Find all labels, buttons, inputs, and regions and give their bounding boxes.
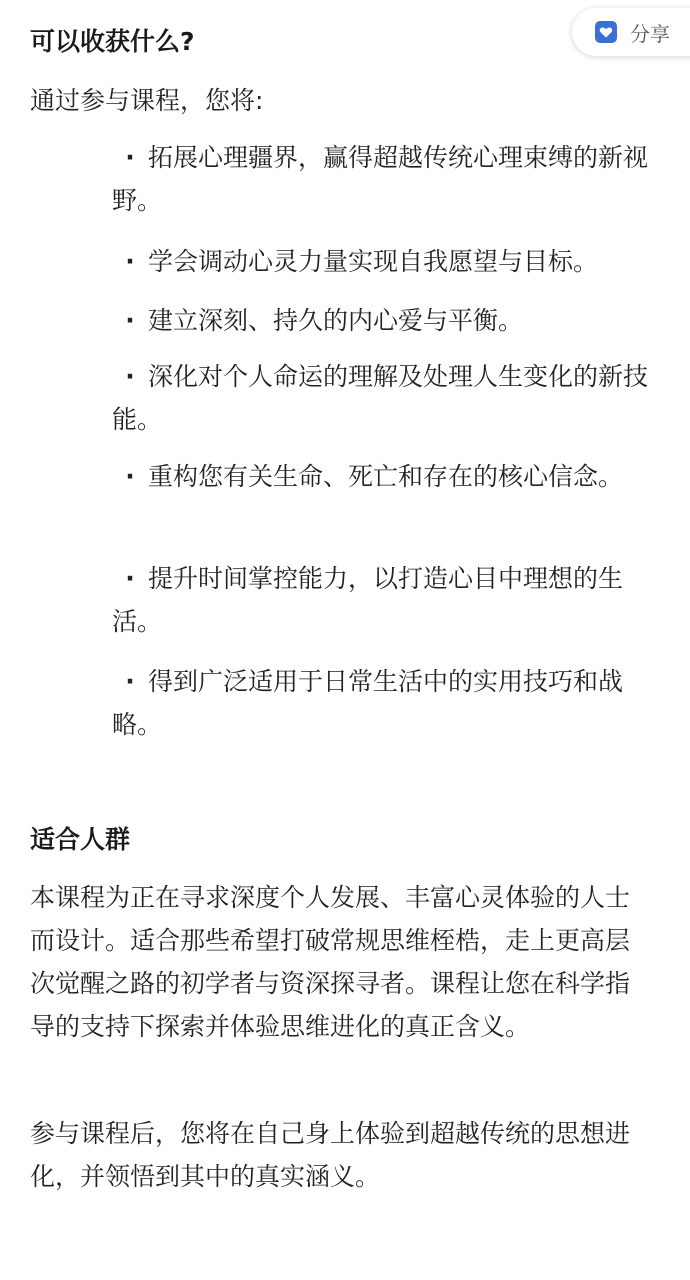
section-title-gains: 可以收获什么?: [30, 27, 195, 56]
bullet-dot: ·: [125, 247, 135, 276]
list-item-text: 提升时间掌控能力，以打造心目中理想的生活。: [112, 564, 624, 636]
list-item: [112, 557, 657, 643]
section-title-audience: 适合人群: [30, 825, 131, 854]
list-item-text: 拓展心理疆界，赢得超越传统心理束缚的新视野。: [112, 143, 649, 215]
list-item: [112, 136, 657, 222]
list-item: [112, 240, 657, 283]
share-heart-icon: [594, 20, 618, 44]
gains-intro: 通过参与课程，您将:: [30, 86, 264, 115]
bullet-dot: ·: [125, 306, 135, 335]
list-item: [112, 355, 657, 441]
list-item-text: 学会调动心灵力量实现自我愿望与目标。: [148, 247, 599, 276]
list-item: [112, 455, 657, 498]
audience-paragraph: 参与课程后，您将在自己身上体验到超越传统的思想进化，并领悟到其中的真实涵义。: [30, 1119, 631, 1191]
audience-paragraph: 本课程为正在寻求深度个人发展、丰富心灵体验的人士而设计。适合那些希望打破常规思维桎梏，走上更高层次觉醒之路的初学者与资深探寻者。课程让您在科学指导的支持下探索并体验思维进化的真正含义。: [30, 883, 631, 1041]
list-item-text: 深化对个人命运的理解及处理人生变化的新技能。: [112, 362, 649, 434]
list-item: [112, 299, 657, 342]
list-item-text: 重构您有关生命、死亡和存在的核心信念。: [148, 462, 624, 491]
list-item: [112, 660, 657, 746]
list-item-text: 得到广泛适用于日常生活中的实用技巧和战略。: [112, 667, 624, 739]
share-button[interactable]: [572, 8, 690, 56]
share-label: 分享: [630, 21, 670, 46]
bullet-dot: ·: [125, 667, 135, 696]
bullet-dot: ·: [125, 143, 135, 172]
bullet-dot: ·: [125, 462, 135, 491]
bullet-dot: ·: [125, 362, 135, 391]
bullet-dot: ·: [125, 564, 135, 593]
list-item-text: 建立深刻、持久的内心爱与平衡。: [148, 306, 524, 335]
